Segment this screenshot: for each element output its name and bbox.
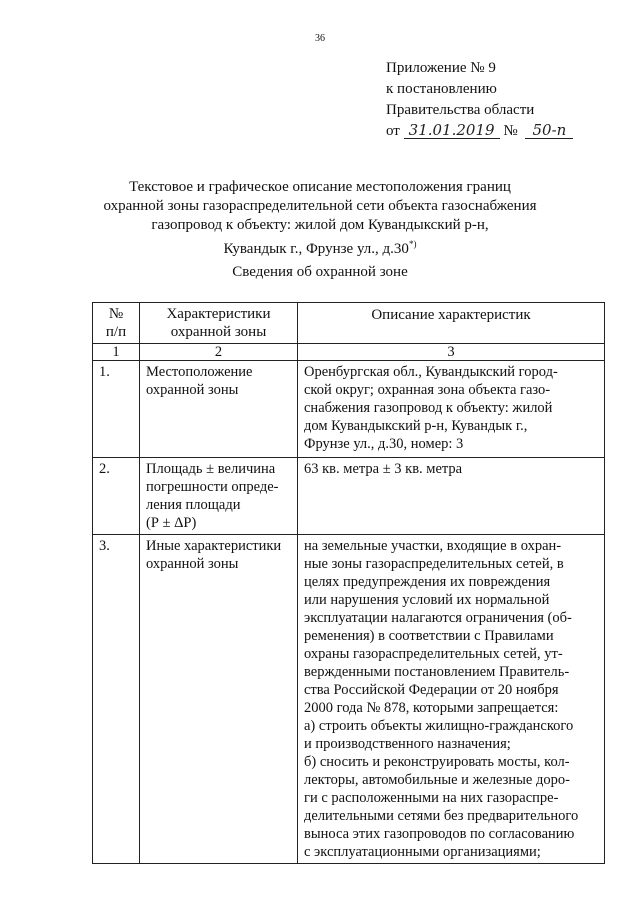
text-line: целях предупреждения их повреждения <box>304 574 551 590</box>
number-prefix: № <box>503 123 518 139</box>
row-description <box>298 458 605 535</box>
text-line: а) строить объекты жилищно-гражданского <box>304 718 574 734</box>
text-line: 2000 года № 878, которыми запрещается: <box>304 700 559 716</box>
header-number <box>93 303 140 344</box>
index-cell-2: 2 <box>140 344 298 361</box>
row-characteristic <box>140 458 298 535</box>
text-line: Площадь ± величина <box>146 461 276 477</box>
handwritten-date: 31.01.2019 <box>404 122 500 139</box>
document-title <box>100 178 540 259</box>
text-line: охранной зоны <box>146 556 239 572</box>
row-number: 2. <box>93 458 140 535</box>
text-line: дом Кувандыкский р-н, Кувандык г., <box>304 418 528 434</box>
title-line-4: Кувандык г., Фрунзе ул., д.30 <box>223 241 409 257</box>
row-description <box>298 361 605 458</box>
text-line: Местоположение <box>146 364 253 380</box>
header-characteristics-line-2: охранной зоны <box>170 324 267 340</box>
text-line: на земельные участки, входящие в охран- <box>304 538 562 554</box>
text-line: эксплуатации налагаются ограничения (об- <box>304 610 572 626</box>
index-cell-1: 1 <box>93 344 140 361</box>
row-number: 3. <box>93 535 140 864</box>
protection-zone-table <box>92 302 605 864</box>
header-characteristics-line-1: Характеристики <box>166 306 271 322</box>
text-line: ные зоны газораспределительных сетей, в <box>304 556 564 572</box>
text-line: или нарушения условий их нормальной <box>304 592 550 608</box>
text-line: ги с расположенными на них газораспре- <box>304 790 559 806</box>
header-number-line-1: № <box>108 306 124 322</box>
text-line: Оренбургская обл., Кувандыкский город- <box>304 364 558 380</box>
section-heading: Сведения об охранной зоне <box>232 264 408 280</box>
header-description: Описание характеристик <box>298 303 605 344</box>
date-prefix: от <box>386 123 400 139</box>
text-line: с эксплуатационными организациями; <box>304 844 541 860</box>
appendix-date-line <box>386 121 573 142</box>
text-line: б) сносить и реконструировать мосты, кол- <box>304 754 570 770</box>
text-line: охраны газораспределительных сетей, ут- <box>304 646 563 662</box>
text-line: снабжения газопровод к объекту: жилой <box>304 400 553 416</box>
appendix-block <box>386 58 573 142</box>
table-row <box>93 361 605 458</box>
page-number: 36 <box>315 33 325 44</box>
header-characteristics <box>140 303 298 344</box>
text-line: делительными сетями без предварительного <box>304 808 579 824</box>
appendix-line-1: Приложение № 9 <box>386 60 496 76</box>
text-line: ременения) в соответствии с Правилами <box>304 628 554 644</box>
text-line: лекторы, автомобильные и железные доро- <box>304 772 570 788</box>
text-line: погрешности опреде- <box>146 479 279 495</box>
row-characteristic <box>140 361 298 458</box>
text-line: (Р ± ΔР) <box>146 515 197 531</box>
handwritten-number: 50-п <box>525 122 573 139</box>
text-line: и производственного назначения; <box>304 736 511 752</box>
table-header-row <box>93 303 605 344</box>
table-index-row <box>93 344 605 361</box>
footnote-mark: *) <box>408 239 417 249</box>
table-row <box>93 535 605 864</box>
title-line-3: газопровод к объекту: жилой дом Кувандыкский р-н, <box>151 217 489 233</box>
text-line: вержденными постановлением Правитель- <box>304 664 570 680</box>
text-line: Фрунзе ул., д.30, номер: 3 <box>304 436 464 452</box>
title-line-2: охранной зоны газораспределительной сети объекта газоснабжения <box>103 198 537 214</box>
appendix-line-3: Правительства области <box>386 102 535 118</box>
appendix-line-2: к постановлению <box>386 81 497 97</box>
row-description <box>298 535 605 864</box>
header-number-line-2: п/п <box>105 324 127 340</box>
text-line: охранной зоны <box>146 382 239 398</box>
text-line: ления площади <box>146 497 241 513</box>
text-line: ской округ; охранная зона объекта газо- <box>304 382 551 398</box>
text-line: выноса этих газопроводов по согласованию <box>304 826 575 842</box>
text-line: 63 кв. метра ± 3 кв. метра <box>304 461 463 477</box>
index-cell-3: 3 <box>298 344 605 361</box>
text-line: Иные характеристики <box>146 538 282 554</box>
row-characteristic <box>140 535 298 864</box>
row-number: 1. <box>93 361 140 458</box>
table-row <box>93 458 605 535</box>
text-line: ства Российской Федерации от 20 ноября <box>304 682 559 698</box>
title-line-4-wrap <box>100 235 540 259</box>
title-line-1: Текстовое и графическое описание местоположения границ <box>129 179 511 195</box>
